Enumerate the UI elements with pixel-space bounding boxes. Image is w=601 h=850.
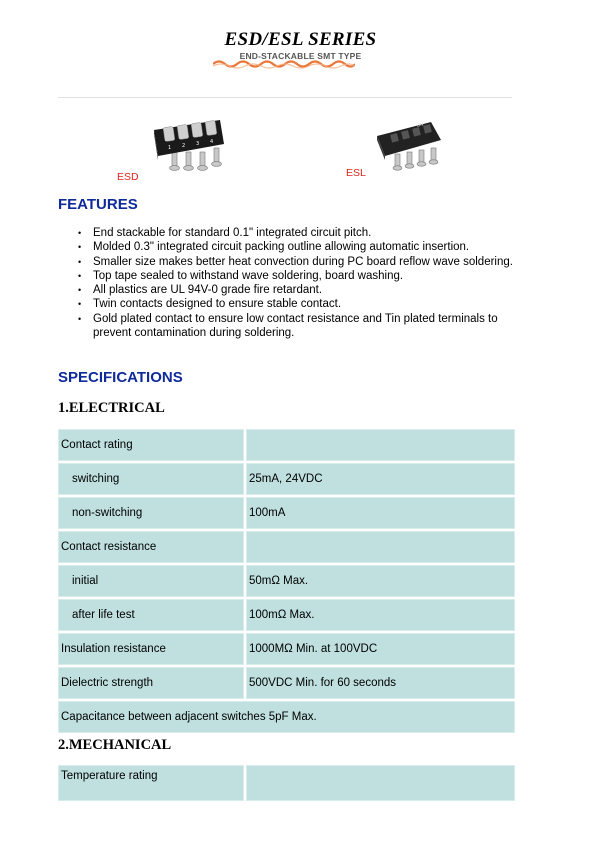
- features-heading: FEATURES: [58, 196, 138, 213]
- product-label-esd: ESD: [117, 171, 139, 183]
- feature-item: • Top tape sealed to withstand wave soldering, board washing.: [78, 269, 518, 283]
- mechanical-heading: 2.MECHANICAL: [58, 737, 172, 753]
- series-subtitle: END-STACKABLE SMT TYPE: [239, 51, 362, 61]
- spec-label: Insulation resistance: [58, 633, 244, 665]
- table-row: [58, 701, 515, 733]
- table-row: [58, 633, 515, 665]
- svg-text:2: 2: [182, 143, 186, 149]
- table-row: [58, 765, 515, 801]
- svg-text:ON: ON: [416, 122, 425, 129]
- feature-item: • All plastics are UL 94V-0 grade fire retardant.: [78, 283, 518, 297]
- product-esl: [373, 118, 445, 181]
- decorative-wave: [213, 58, 355, 70]
- table-row: [58, 565, 515, 597]
- spec-value: 100mA: [246, 497, 515, 529]
- spec-value: [246, 765, 515, 801]
- table-row: [58, 497, 515, 529]
- feature-item: • Twin contacts designed to ensure stable contact.: [78, 297, 518, 311]
- esl-switch-image: [373, 118, 445, 176]
- table-row: [58, 463, 515, 495]
- spec-label: non-switching: [58, 497, 244, 529]
- spec-label: Capacitance between adjacent switches 5pF Max.: [58, 701, 515, 733]
- table-row: [58, 429, 515, 461]
- spec-value: 100mΩ Max.: [246, 599, 515, 631]
- spec-label: initial: [58, 565, 244, 597]
- spec-value: 50mΩ Max.: [246, 565, 515, 597]
- spec-label: Dielectric strength: [58, 667, 244, 699]
- document-header: [0, 30, 601, 61]
- mechanical-spec-table: [56, 763, 517, 803]
- table-row: [58, 599, 515, 631]
- feature-item: • Molded 0.3" integrated circuit packing outline allowing automatic insertion.: [78, 240, 518, 254]
- header-divider: [58, 97, 512, 98]
- features-list: [78, 226, 518, 340]
- svg-text:1: 1: [168, 145, 172, 151]
- feature-item: • End stackable for standard 0.1" integrated circuit pitch.: [78, 226, 518, 240]
- spec-value: 1000MΩ Min. at 100VDC: [246, 633, 515, 665]
- series-title: ESD/ESL SERIES: [224, 29, 377, 50]
- svg-text:4: 4: [210, 139, 214, 145]
- spec-label: switching: [58, 463, 244, 495]
- spec-value: [246, 531, 515, 563]
- product-esd: [148, 118, 228, 181]
- specifications-heading: SPECIFICATIONS: [58, 369, 183, 386]
- feature-item: • Gold plated contact to ensure low contact resistance and Tin plated terminals to prevent contamination during soldering.: [78, 312, 518, 341]
- spec-value: 25mA, 24VDC: [246, 463, 515, 495]
- spec-label: Contact rating: [58, 429, 244, 461]
- svg-text:3: 3: [196, 141, 200, 147]
- table-row: [58, 667, 515, 699]
- spec-label: after life test: [58, 599, 244, 631]
- product-label-esl: ESL: [346, 167, 366, 179]
- feature-item: • Smaller size makes better heat convection during PC board reflow wave soldering.: [78, 255, 518, 269]
- esd-switch-image: [148, 118, 228, 176]
- electrical-heading: 1.ELECTRICAL: [58, 400, 165, 416]
- electrical-spec-table: [56, 427, 517, 735]
- table-row: [58, 531, 515, 563]
- spec-value: 500VDC Min. for 60 seconds: [246, 667, 515, 699]
- spec-label: Temperature rating: [58, 765, 244, 801]
- spec-value: [246, 429, 515, 461]
- spec-label: Contact resistance: [58, 531, 244, 563]
